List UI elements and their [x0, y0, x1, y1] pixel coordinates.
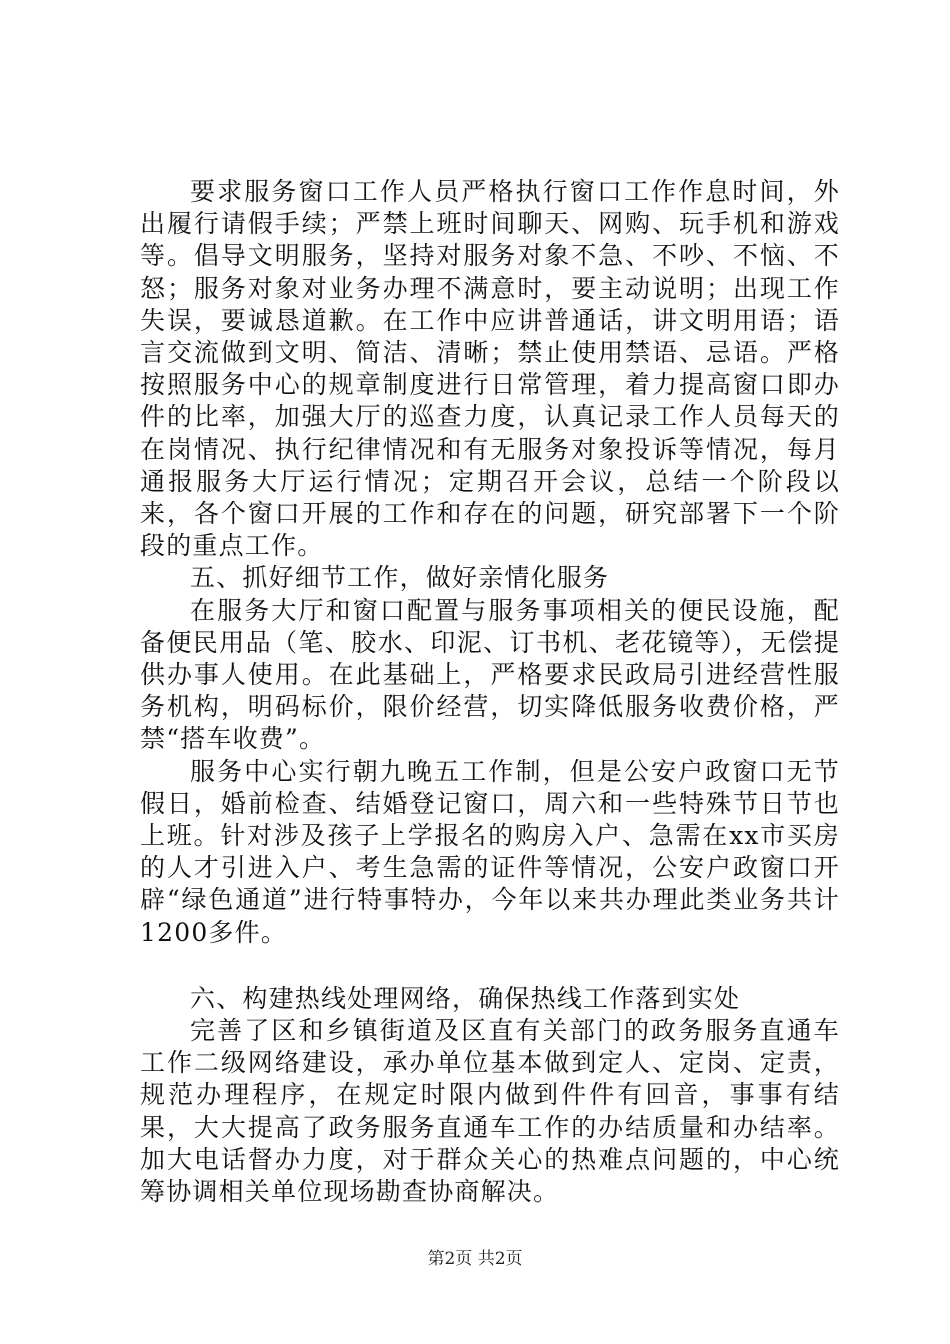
section-heading: 五、抓好细节工作，做好亲情化服务: [190, 563, 610, 593]
section-heading: 六、构建热线处理网络，确保热线工作落到实处: [190, 983, 741, 1013]
body-paragraph: 完善了区和乡镇街道及区直有关部门的政务服务直通车工作二级网络建设，承办单位基本做到定人、定岗、定责，规范办理程序，在规定时限内做到件件有回音，事事有结果，大大提高了政务服务直通车工作的办结质量和办结率。加大电话督办力度，对于群众关心的热难点问题的，中心统筹协调相关单位现场勘查协商解决。: [140, 1016, 840, 1207]
page-number-footer: 第2页 共2页: [427, 1249, 523, 1269]
body-paragraph: 服务中心实行朝九晚五工作制，但是公安户政窗口无节假日，婚前检查、结婚登记窗口，周六和一些特殊节日节也上班。针对涉及孩子上学报名的购房入户、急需在xx市买房的人才引进入户、考生急需的证件等情况，公安户政窗口开辟“绿色通道”进行特事特办，今年以来共办理此类业务共计1200多件。: [140, 756, 840, 947]
document-body: [140, 176, 840, 1208]
body-paragraph: 在服务大厅和窗口配置与服务事项相关的便民设施，配备便民用品（笔、胶水、印泥、订书机、老花镜等），无偿提供办事人使用。在此基础上，严格要求民政局引进经营性服务机构，明码标价，限价经营，切实降低服务收费价格，严禁“搭车收费”。: [140, 595, 840, 754]
body-paragraph: 要求服务窗口工作人员严格执行窗口工作作息时间，外出履行请假手续；严禁上班时间聊天、网购、玩手机和游戏等。倡导文明服务，坚持对服务对象不急、不吵、不恼、不怒；服务对象对业务办理不满意时，要主动说明；出现工作失误，要诚恳道歉。在工作中应讲普通话，讲文明用语；语言交流做到文明、简洁、清晰；禁止使用禁语、忌语。严格按照服务中心的规章制度进行日常管理，着力提高窗口即办件的比率，加强大厅的巡查力度，认真记录工作人员每天的在岗情况、执行纪律情况和有无服务对象投诉等情况，每月通报服务大厅运行情况；定期召开会议，总结一个阶段以来，各个窗口开展的工作和存在的问题，研究部署下一个阶段的重点工作。: [140, 177, 840, 561]
paragraph-spacer: [140, 949, 840, 983]
